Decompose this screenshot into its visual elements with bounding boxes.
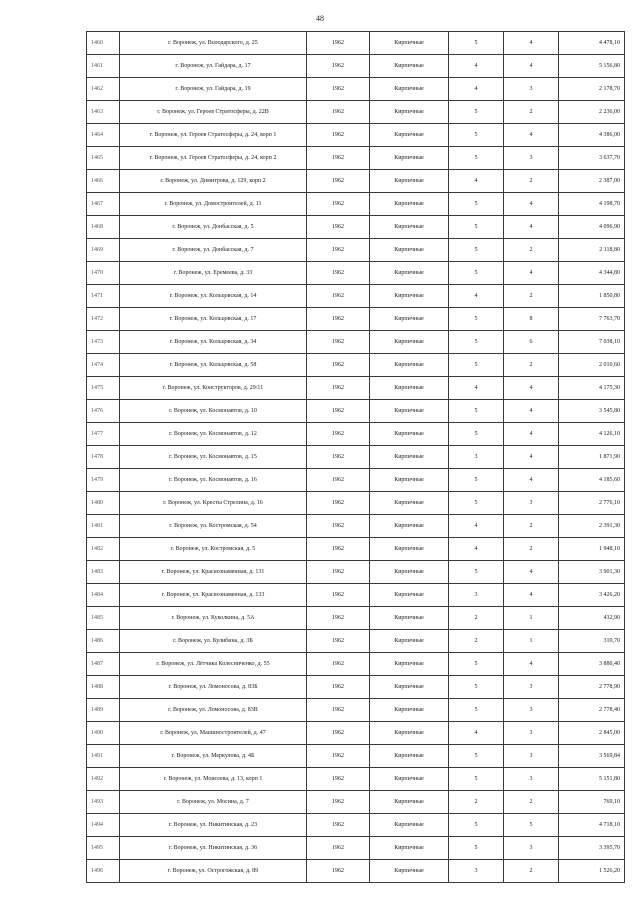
floors-cell: 5 — [449, 837, 504, 860]
row-number-cell: 1479 — [87, 469, 120, 492]
floors-cell: 5 — [449, 193, 504, 216]
table-row — [87, 469, 625, 492]
wall-material-cell: Кирпичные — [370, 331, 449, 354]
address-cell: г. Воронеж, ул. Кулибина, д. 3Б — [120, 630, 307, 653]
address-cell: г. Воронеж, ул. Гайдара, д. 19 — [120, 78, 307, 101]
year-cell: 1962 — [307, 607, 370, 630]
entrances-cell: 3 — [504, 676, 559, 699]
floors-cell: 5 — [449, 101, 504, 124]
area-cell: 7 038,10 — [559, 331, 625, 354]
floors-cell: 5 — [449, 561, 504, 584]
area-cell: 3 880,40 — [559, 653, 625, 676]
entrances-cell: 4 — [504, 561, 559, 584]
entrances-cell: 4 — [504, 423, 559, 446]
table-row — [87, 745, 625, 768]
area-cell: 4 198,70 — [559, 193, 625, 216]
year-cell: 1962 — [307, 147, 370, 170]
floors-cell: 4 — [449, 78, 504, 101]
address-cell: г. Воронеж, ул. Кольцовская, д. 58 — [120, 354, 307, 377]
area-cell: 2 118,80 — [559, 239, 625, 262]
entrances-cell: 4 — [504, 584, 559, 607]
floors-cell: 2 — [449, 630, 504, 653]
year-cell: 1962 — [307, 768, 370, 791]
row-number-cell: 1472 — [87, 308, 120, 331]
wall-material-cell: Кирпичные — [370, 193, 449, 216]
table-row — [87, 331, 625, 354]
wall-material-cell: Кирпичные — [370, 538, 449, 561]
entrances-cell: 4 — [504, 446, 559, 469]
wall-material-cell: Кирпичные — [370, 860, 449, 883]
address-cell: г. Воронеж, ул. Гайдара, д. 17 — [120, 55, 307, 78]
address-cell: г. Воронеж, ул. Донбасская, д. 5 — [120, 216, 307, 239]
row-number-cell: 1462 — [87, 78, 120, 101]
floors-cell: 5 — [449, 423, 504, 446]
wall-material-cell: Кирпичные — [370, 124, 449, 147]
floors-cell: 3 — [449, 584, 504, 607]
wall-material-cell: Кирпичные — [370, 814, 449, 837]
floors-cell: 5 — [449, 331, 504, 354]
table-row — [87, 170, 625, 193]
floors-cell: 5 — [449, 32, 504, 55]
address-cell: г. Воронеж, ул. Ломоносова, д. 83Б — [120, 676, 307, 699]
entrances-cell: 8 — [504, 308, 559, 331]
table-row — [87, 285, 625, 308]
table-row — [87, 791, 625, 814]
year-cell: 1962 — [307, 55, 370, 78]
row-number-cell: 1471 — [87, 285, 120, 308]
area-cell: 4 175,30 — [559, 377, 625, 400]
wall-material-cell: Кирпичные — [370, 216, 449, 239]
year-cell: 1962 — [307, 377, 370, 400]
row-number-cell: 1491 — [87, 745, 120, 768]
address-cell: г. Воронеж, ул. Моисеева, д. 13, корп 1 — [120, 768, 307, 791]
area-cell: 2 010,60 — [559, 354, 625, 377]
area-cell: 432,90 — [559, 607, 625, 630]
area-cell: 3 901,30 — [559, 561, 625, 584]
floors-cell: 3 — [449, 446, 504, 469]
year-cell: 1962 — [307, 492, 370, 515]
address-cell: г. Воронеж, ул. Никитинская, д. 23 — [120, 814, 307, 837]
row-number-cell: 1468 — [87, 216, 120, 239]
address-cell: г. Воронеж, ул. Краснознаменная, д. 131 — [120, 561, 307, 584]
row-number-cell: 1480 — [87, 492, 120, 515]
area-cell: 2 776,10 — [559, 492, 625, 515]
year-cell: 1962 — [307, 262, 370, 285]
area-cell: 4 344,80 — [559, 262, 625, 285]
floors-cell: 5 — [449, 699, 504, 722]
year-cell: 1962 — [307, 331, 370, 354]
table-row — [87, 78, 625, 101]
row-number-cell: 1483 — [87, 561, 120, 584]
entrances-cell: 2 — [504, 239, 559, 262]
table-row — [87, 837, 625, 860]
year-cell: 1962 — [307, 860, 370, 883]
entrances-cell: 3 — [504, 722, 559, 745]
year-cell: 1962 — [307, 354, 370, 377]
year-cell: 1962 — [307, 469, 370, 492]
floors-cell: 5 — [449, 469, 504, 492]
address-cell: г. Воронеж, ул. Димитрова, д. 129, корп 2 — [120, 170, 307, 193]
entrances-cell: 2 — [504, 101, 559, 124]
wall-material-cell: Кирпичные — [370, 561, 449, 584]
wall-material-cell: Кирпичные — [370, 676, 449, 699]
floors-cell: 4 — [449, 538, 504, 561]
area-cell: 2 387,00 — [559, 170, 625, 193]
area-cell: 1 526,20 — [559, 860, 625, 883]
row-number-cell: 1477 — [87, 423, 120, 446]
floors-cell: 5 — [449, 676, 504, 699]
address-cell: г. Воронеж, ул. Героев Стратосферы, д. 24, корп 2 — [120, 147, 307, 170]
row-number-cell: 1487 — [87, 653, 120, 676]
address-cell: г. Воронеж, ул. Еремеева, д. 33 — [120, 262, 307, 285]
address-cell: г. Воронеж, ул. Куколкина, д. 5А — [120, 607, 307, 630]
table-row — [87, 814, 625, 837]
year-cell: 1962 — [307, 584, 370, 607]
entrances-cell: 2 — [504, 515, 559, 538]
area-cell: 1 871,90 — [559, 446, 625, 469]
address-cell: г. Воронеж, ул. Володарского, д. 25 — [120, 32, 307, 55]
entrances-cell: 4 — [504, 469, 559, 492]
row-number-cell: 1488 — [87, 676, 120, 699]
floors-cell: 5 — [449, 354, 504, 377]
wall-material-cell: Кирпичные — [370, 400, 449, 423]
entrances-cell: 3 — [504, 837, 559, 860]
address-cell: г. Воронеж, ул. Ломоносова, д. 83В — [120, 699, 307, 722]
table-row — [87, 124, 625, 147]
row-number-cell: 1494 — [87, 814, 120, 837]
address-cell: г. Воронеж, ул. Донбасская, д. 7 — [120, 239, 307, 262]
table-row — [87, 860, 625, 883]
address-cell: г. Воронеж, ул. Никитинская, д. 36 — [120, 837, 307, 860]
table-row — [87, 262, 625, 285]
row-number-cell: 1490 — [87, 722, 120, 745]
address-cell: г. Воронеж, ул. Космонавтов, д. 10 — [120, 400, 307, 423]
wall-material-cell: Кирпичные — [370, 791, 449, 814]
address-cell: г. Воронеж, ул. Кресты Стрелина, д. 16 — [120, 492, 307, 515]
entrances-cell: 2 — [504, 285, 559, 308]
row-number-cell: 1464 — [87, 124, 120, 147]
row-number-cell: 1485 — [87, 607, 120, 630]
wall-material-cell: Кирпичные — [370, 515, 449, 538]
floors-cell: 5 — [449, 262, 504, 285]
year-cell: 1962 — [307, 791, 370, 814]
wall-material-cell: Кирпичные — [370, 147, 449, 170]
floors-cell: 4 — [449, 722, 504, 745]
area-cell: 4 126,10 — [559, 423, 625, 446]
address-cell: г. Воронеж, ул. Космонавтов, д. 15 — [120, 446, 307, 469]
area-cell: 5 156,80 — [559, 55, 625, 78]
address-cell: г. Воронеж, ул. Космонавтов, д. 12 — [120, 423, 307, 446]
wall-material-cell: Кирпичные — [370, 308, 449, 331]
table-row — [87, 492, 625, 515]
page-number: 48 — [316, 14, 324, 23]
address-cell: г. Воронеж, ул. Лётчика Колесниченко, д. 55 — [120, 653, 307, 676]
floors-cell: 2 — [449, 791, 504, 814]
entrances-cell: 4 — [504, 216, 559, 239]
area-cell: 310,70 — [559, 630, 625, 653]
table-row — [87, 423, 625, 446]
table-row — [87, 55, 625, 78]
entrances-cell: 3 — [504, 78, 559, 101]
year-cell: 1962 — [307, 193, 370, 216]
year-cell: 1962 — [307, 538, 370, 561]
area-cell: 3 545,80 — [559, 400, 625, 423]
year-cell: 1962 — [307, 653, 370, 676]
address-cell: г. Воронеж, ул. Героев Стратосферы, д. 22В — [120, 101, 307, 124]
entrances-cell: 2 — [504, 170, 559, 193]
area-cell: 2 778,90 — [559, 676, 625, 699]
entrances-cell: 3 — [504, 699, 559, 722]
row-number-cell: 1478 — [87, 446, 120, 469]
area-cell: 1 850,80 — [559, 285, 625, 308]
wall-material-cell: Кирпичные — [370, 285, 449, 308]
row-number-cell: 1495 — [87, 837, 120, 860]
row-number-cell: 1484 — [87, 584, 120, 607]
year-cell: 1962 — [307, 308, 370, 331]
row-number-cell: 1465 — [87, 147, 120, 170]
table-row — [87, 653, 625, 676]
wall-material-cell: Кирпичные — [370, 55, 449, 78]
area-cell: 3 395,70 — [559, 837, 625, 860]
table-row — [87, 354, 625, 377]
entrances-cell: 4 — [504, 32, 559, 55]
year-cell: 1962 — [307, 400, 370, 423]
table-row — [87, 768, 625, 791]
row-number-cell: 1493 — [87, 791, 120, 814]
table-row — [87, 630, 625, 653]
wall-material-cell: Кирпичные — [370, 745, 449, 768]
year-cell: 1962 — [307, 124, 370, 147]
area-cell: 1 948,10 — [559, 538, 625, 561]
area-cell: 4 096,90 — [559, 216, 625, 239]
floors-cell: 2 — [449, 607, 504, 630]
entrances-cell: 2 — [504, 354, 559, 377]
row-number-cell: 1489 — [87, 699, 120, 722]
row-number-cell: 1467 — [87, 193, 120, 216]
year-cell: 1962 — [307, 515, 370, 538]
entrances-cell: 6 — [504, 331, 559, 354]
floors-cell: 4 — [449, 377, 504, 400]
table-row — [87, 584, 625, 607]
address-cell: г. Воронеж, ул. Костромская, д. 54 — [120, 515, 307, 538]
wall-material-cell: Кирпичные — [370, 630, 449, 653]
row-number-cell: 1492 — [87, 768, 120, 791]
table-row — [87, 147, 625, 170]
address-cell: г. Воронеж, ул. Кольцовская, д. 17 — [120, 308, 307, 331]
floors-cell: 3 — [449, 860, 504, 883]
table-row — [87, 676, 625, 699]
wall-material-cell: Кирпичные — [370, 354, 449, 377]
entrances-cell: 2 — [504, 791, 559, 814]
address-cell: г. Воронеж, ул. Конструкторов, д. 29/11 — [120, 377, 307, 400]
floors-cell: 5 — [449, 768, 504, 791]
entrances-cell: 4 — [504, 262, 559, 285]
table-body — [87, 32, 625, 883]
floors-cell: 5 — [449, 308, 504, 331]
floors-cell: 4 — [449, 285, 504, 308]
table-row — [87, 561, 625, 584]
row-number-cell: 1486 — [87, 630, 120, 653]
wall-material-cell: Кирпичные — [370, 32, 449, 55]
wall-material-cell: Кирпичные — [370, 101, 449, 124]
wall-material-cell: Кирпичные — [370, 699, 449, 722]
wall-material-cell: Кирпичные — [370, 469, 449, 492]
wall-material-cell: Кирпичные — [370, 377, 449, 400]
table-row — [87, 722, 625, 745]
table-row — [87, 32, 625, 55]
row-number-cell: 1460 — [87, 32, 120, 55]
year-cell: 1962 — [307, 699, 370, 722]
floors-cell: 5 — [449, 239, 504, 262]
floors-cell: 5 — [449, 400, 504, 423]
table-row — [87, 216, 625, 239]
area-cell: 4 718,10 — [559, 814, 625, 837]
wall-material-cell: Кирпичные — [370, 446, 449, 469]
floors-cell: 4 — [449, 170, 504, 193]
address-cell: г. Воронеж, ул. Героев Стратосферы, д. 24, корп 1 — [120, 124, 307, 147]
area-cell: 3 426,20 — [559, 584, 625, 607]
wall-material-cell: Кирпичные — [370, 78, 449, 101]
area-cell: 769,10 — [559, 791, 625, 814]
table-row — [87, 193, 625, 216]
wall-material-cell: Кирпичные — [370, 492, 449, 515]
year-cell: 1962 — [307, 170, 370, 193]
housing-registry-table — [86, 31, 625, 883]
address-cell: г. Воронеж, ул. Краснознаменная, д. 133 — [120, 584, 307, 607]
floors-cell: 5 — [449, 745, 504, 768]
table-row — [87, 446, 625, 469]
entrances-cell: 4 — [504, 653, 559, 676]
year-cell: 1962 — [307, 722, 370, 745]
floors-cell: 5 — [449, 492, 504, 515]
year-cell: 1962 — [307, 745, 370, 768]
entrances-cell: 4 — [504, 400, 559, 423]
year-cell: 1962 — [307, 676, 370, 699]
table-row — [87, 699, 625, 722]
row-number-cell: 1475 — [87, 377, 120, 400]
entrances-cell: 3 — [504, 492, 559, 515]
entrances-cell: 4 — [504, 377, 559, 400]
floors-cell: 4 — [449, 515, 504, 538]
wall-material-cell: Кирпичные — [370, 722, 449, 745]
area-cell: 4 185,60 — [559, 469, 625, 492]
entrances-cell: 4 — [504, 124, 559, 147]
wall-material-cell: Кирпичные — [370, 837, 449, 860]
year-cell: 1962 — [307, 561, 370, 584]
year-cell: 1962 — [307, 239, 370, 262]
address-cell: г. Воронеж, ул. Кольцовская, д. 34 — [120, 331, 307, 354]
floors-cell: 4 — [449, 55, 504, 78]
entrances-cell: 3 — [504, 768, 559, 791]
table-row — [87, 239, 625, 262]
year-cell: 1962 — [307, 814, 370, 837]
area-cell: 4 478,10 — [559, 32, 625, 55]
row-number-cell: 1466 — [87, 170, 120, 193]
wall-material-cell: Кирпичные — [370, 262, 449, 285]
row-number-cell: 1469 — [87, 239, 120, 262]
table-row — [87, 400, 625, 423]
year-cell: 1962 — [307, 78, 370, 101]
area-cell: 2 236,00 — [559, 101, 625, 124]
entrances-cell: 1 — [504, 630, 559, 653]
row-number-cell: 1482 — [87, 538, 120, 561]
area-cell: 3 637,70 — [559, 147, 625, 170]
year-cell: 1962 — [307, 32, 370, 55]
area-cell: 2 845,00 — [559, 722, 625, 745]
address-cell: г. Воронеж, ул. Машиностроителей, д. 47 — [120, 722, 307, 745]
row-number-cell: 1476 — [87, 400, 120, 423]
year-cell: 1962 — [307, 101, 370, 124]
address-cell: г. Воронеж, ул. Мосина, д. 7 — [120, 791, 307, 814]
wall-material-cell: Кирпичные — [370, 653, 449, 676]
table-row — [87, 515, 625, 538]
address-cell: г. Воронеж, ул. Кольцовская, д. 14 — [120, 285, 307, 308]
address-cell: г. Воронеж, ул. Меркулова, д. 4Б — [120, 745, 307, 768]
floors-cell: 5 — [449, 653, 504, 676]
entrances-cell: 4 — [504, 55, 559, 78]
table-row — [87, 308, 625, 331]
table-row — [87, 101, 625, 124]
address-cell: г. Воронеж, ул. Домостроителей, д. 11 — [120, 193, 307, 216]
year-cell: 1962 — [307, 423, 370, 446]
wall-material-cell: Кирпичные — [370, 239, 449, 262]
year-cell: 1962 — [307, 837, 370, 860]
floors-cell: 5 — [449, 814, 504, 837]
table-row — [87, 607, 625, 630]
row-number-cell: 1496 — [87, 860, 120, 883]
year-cell: 1962 — [307, 216, 370, 239]
address-cell: г. Воронеж, ул. Космонавтов, д. 16 — [120, 469, 307, 492]
row-number-cell: 1470 — [87, 262, 120, 285]
wall-material-cell: Кирпичные — [370, 584, 449, 607]
floors-cell: 5 — [449, 216, 504, 239]
entrances-cell: 2 — [504, 538, 559, 561]
floors-cell: 5 — [449, 147, 504, 170]
area-cell: 2 778,40 — [559, 699, 625, 722]
area-cell: 5 151,80 — [559, 768, 625, 791]
year-cell: 1962 — [307, 630, 370, 653]
area-cell: 3 569,84 — [559, 745, 625, 768]
row-number-cell: 1473 — [87, 331, 120, 354]
entrances-cell: 3 — [504, 147, 559, 170]
year-cell: 1962 — [307, 446, 370, 469]
entrances-cell: 1 — [504, 607, 559, 630]
row-number-cell: 1463 — [87, 101, 120, 124]
address-cell: г. Воронеж, ул. Острогожская, д. 89 — [120, 860, 307, 883]
area-cell: 7 763,70 — [559, 308, 625, 331]
row-number-cell: 1474 — [87, 354, 120, 377]
table-row — [87, 377, 625, 400]
entrances-cell: 3 — [504, 745, 559, 768]
wall-material-cell: Кирпичные — [370, 768, 449, 791]
row-number-cell: 1481 — [87, 515, 120, 538]
entrances-cell: 4 — [504, 193, 559, 216]
area-cell: 4 386,00 — [559, 124, 625, 147]
floors-cell: 5 — [449, 124, 504, 147]
area-cell: 2 178,70 — [559, 78, 625, 101]
area-cell: 2 391,30 — [559, 515, 625, 538]
address-cell: г. Воронеж, ул. Костромская, д. 5 — [120, 538, 307, 561]
year-cell: 1962 — [307, 285, 370, 308]
wall-material-cell: Кирпичные — [370, 170, 449, 193]
row-number-cell: 1461 — [87, 55, 120, 78]
wall-material-cell: Кирпичные — [370, 607, 449, 630]
entrances-cell: 5 — [504, 814, 559, 837]
wall-material-cell: Кирпичные — [370, 423, 449, 446]
entrances-cell: 2 — [504, 860, 559, 883]
table-row — [87, 538, 625, 561]
